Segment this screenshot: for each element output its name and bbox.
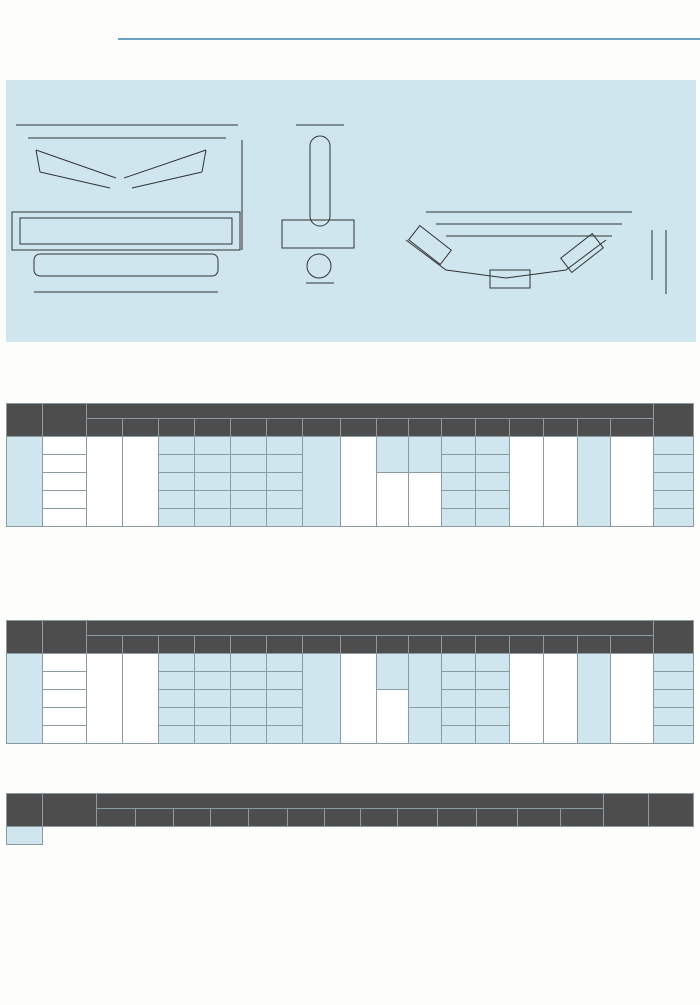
l-cell [195, 708, 231, 726]
header-rule [118, 38, 700, 40]
side-view-base [282, 220, 354, 248]
col-belt-width [42, 621, 86, 654]
a-cell [231, 473, 267, 491]
a-cell [231, 726, 267, 744]
m-cell [266, 473, 302, 491]
t-cell [376, 437, 408, 473]
th-cell [159, 654, 195, 672]
item-label [7, 654, 43, 744]
th-cell [159, 708, 195, 726]
weight-cell [653, 473, 693, 491]
l-cell [195, 509, 231, 527]
col-header [135, 809, 174, 827]
t-cell [376, 654, 408, 690]
l2-cell [476, 708, 510, 726]
suspended-roller [490, 270, 530, 288]
col-header [123, 636, 159, 654]
m-cell [266, 708, 302, 726]
col-belt-width [43, 794, 97, 827]
l-cell [195, 473, 231, 491]
m-cell [266, 672, 302, 690]
l-cell [195, 672, 231, 690]
col-header [302, 419, 340, 437]
l-cell [195, 437, 231, 455]
n1-cell [340, 654, 376, 744]
col-header [476, 809, 517, 827]
m-cell [266, 726, 302, 744]
roller-outline [40, 172, 202, 188]
col-header [476, 419, 510, 437]
col-header [611, 419, 653, 437]
l2-cell [476, 690, 510, 708]
l2-cell [476, 491, 510, 509]
col-bearing [603, 794, 648, 827]
h1-cell [123, 654, 159, 744]
th-cell [159, 491, 195, 509]
belt-width-cell [42, 726, 86, 744]
col-header [376, 419, 408, 437]
col-header [340, 419, 376, 437]
col-dimension [87, 404, 653, 419]
axb-cell [611, 654, 653, 744]
a-cell [231, 509, 267, 527]
m-cell [266, 654, 302, 672]
col-header [361, 809, 397, 827]
col-header [560, 809, 603, 827]
l2-cell [476, 509, 510, 527]
col-item [7, 404, 43, 437]
axb-cell [611, 437, 653, 527]
l2-cell [476, 672, 510, 690]
l1-cell [442, 708, 476, 726]
roller-edge [202, 150, 206, 172]
l-cell [195, 726, 231, 744]
col-header [408, 419, 442, 437]
col-header [442, 636, 476, 654]
a-cell [231, 491, 267, 509]
l1-cell [442, 473, 476, 491]
b1-cell [302, 437, 340, 527]
m-cell [266, 690, 302, 708]
l1-cell [442, 654, 476, 672]
table-suspended-idler [6, 793, 694, 845]
col-header [517, 809, 560, 827]
side-view-wheel [307, 254, 331, 278]
col-header [397, 809, 438, 827]
weight-cell [653, 509, 693, 527]
item-label [7, 827, 43, 845]
l2-cell [476, 726, 510, 744]
belt-width-cell [42, 473, 86, 491]
th-cell [159, 672, 195, 690]
th-cell [159, 690, 195, 708]
page-header [0, 0, 700, 40]
col-header [87, 636, 123, 654]
frame-inner [20, 218, 232, 244]
col-weight [653, 621, 693, 654]
b2-cell [509, 437, 543, 527]
l2-cell [476, 437, 510, 455]
col-dimension [87, 621, 653, 636]
m-cell [266, 491, 302, 509]
col-header [438, 809, 477, 827]
l1-cell [442, 690, 476, 708]
m-cell [266, 455, 302, 473]
col-header [266, 419, 302, 437]
col-header [288, 809, 324, 827]
c-cell [577, 654, 611, 744]
l1-cell [442, 491, 476, 509]
n2-cell [543, 654, 577, 744]
roller-outline [36, 150, 206, 178]
l2-cell [476, 654, 510, 672]
l-cell [195, 690, 231, 708]
weight-cell [653, 690, 693, 708]
col-header [231, 419, 267, 437]
th-cell [159, 437, 195, 455]
weight-cell [653, 491, 693, 509]
belt-width-cell [42, 437, 86, 455]
drawing-svg [6, 80, 696, 342]
table-light-load [6, 620, 694, 744]
l-cell [195, 491, 231, 509]
l2-cell [476, 473, 510, 491]
table-carrying-idler [6, 403, 694, 527]
col-header [210, 809, 249, 827]
col-header [231, 636, 267, 654]
return-roller [34, 254, 218, 276]
col-dimension [97, 794, 604, 809]
belt-width-cell [42, 509, 86, 527]
col-header [87, 419, 123, 437]
l-cell [195, 455, 231, 473]
l1-cell [442, 455, 476, 473]
d-cell [408, 473, 442, 527]
col-header [611, 636, 653, 654]
h2-cell [87, 654, 123, 744]
h2-cell [87, 437, 123, 527]
a-cell [231, 654, 267, 672]
n1-cell [340, 437, 376, 527]
col-item [7, 621, 43, 654]
th-cell [159, 473, 195, 491]
side-view-roller [310, 136, 330, 226]
m-cell [266, 509, 302, 527]
belt-width-cell [42, 708, 86, 726]
weight-cell [653, 708, 693, 726]
col-weight [653, 404, 693, 437]
l1-cell [442, 726, 476, 744]
col-header [324, 809, 360, 827]
t-cell [376, 690, 408, 744]
col-header [340, 636, 376, 654]
item-label [7, 437, 43, 527]
d-cell [408, 437, 442, 473]
a-cell [231, 455, 267, 473]
l2-cell [476, 455, 510, 473]
b1-cell [302, 654, 340, 744]
col-header [543, 636, 577, 654]
a-cell [231, 708, 267, 726]
n2-cell [543, 437, 577, 527]
col-header [376, 636, 408, 654]
l1-cell [442, 509, 476, 527]
belt-width-cell [42, 654, 86, 672]
h1-cell [123, 437, 159, 527]
col-header [543, 419, 577, 437]
a-cell [231, 437, 267, 455]
weight-cell [653, 654, 693, 672]
l1-cell [442, 437, 476, 455]
th-cell [159, 509, 195, 527]
suspended-roller [561, 234, 604, 273]
c-cell [577, 437, 611, 527]
col-header [408, 636, 442, 654]
col-header [509, 636, 543, 654]
col-header [159, 636, 195, 654]
belt-width-cell [42, 455, 86, 473]
col-belt-width [42, 404, 86, 437]
col-header [195, 636, 231, 654]
col-header [577, 419, 611, 437]
d-cell [408, 708, 442, 744]
col-header [195, 419, 231, 437]
d-cell [408, 654, 442, 708]
col-header [509, 419, 543, 437]
technical-drawing [6, 80, 696, 342]
roller-edge [36, 150, 40, 172]
col-header [476, 636, 510, 654]
col-header [266, 636, 302, 654]
col-header [442, 419, 476, 437]
belt-width-cell [42, 672, 86, 690]
a-cell [231, 672, 267, 690]
col-item [7, 794, 43, 827]
t-cell [376, 473, 408, 527]
weight-cell [653, 726, 693, 744]
col-header [302, 636, 340, 654]
belt-width-cell [42, 491, 86, 509]
col-header [174, 809, 210, 827]
b2-cell [509, 654, 543, 744]
col-header [97, 809, 136, 827]
th-cell [159, 726, 195, 744]
weight-cell [653, 437, 693, 455]
belt-width-cell [42, 690, 86, 708]
weight-cell [653, 672, 693, 690]
col-weight [648, 794, 693, 827]
weight-cell [653, 455, 693, 473]
col-header [123, 419, 159, 437]
col-header [249, 809, 288, 827]
l-cell [195, 654, 231, 672]
l1-cell [442, 672, 476, 690]
th-cell [159, 455, 195, 473]
col-header [159, 419, 195, 437]
a-cell [231, 690, 267, 708]
col-header [577, 636, 611, 654]
m-cell [266, 437, 302, 455]
